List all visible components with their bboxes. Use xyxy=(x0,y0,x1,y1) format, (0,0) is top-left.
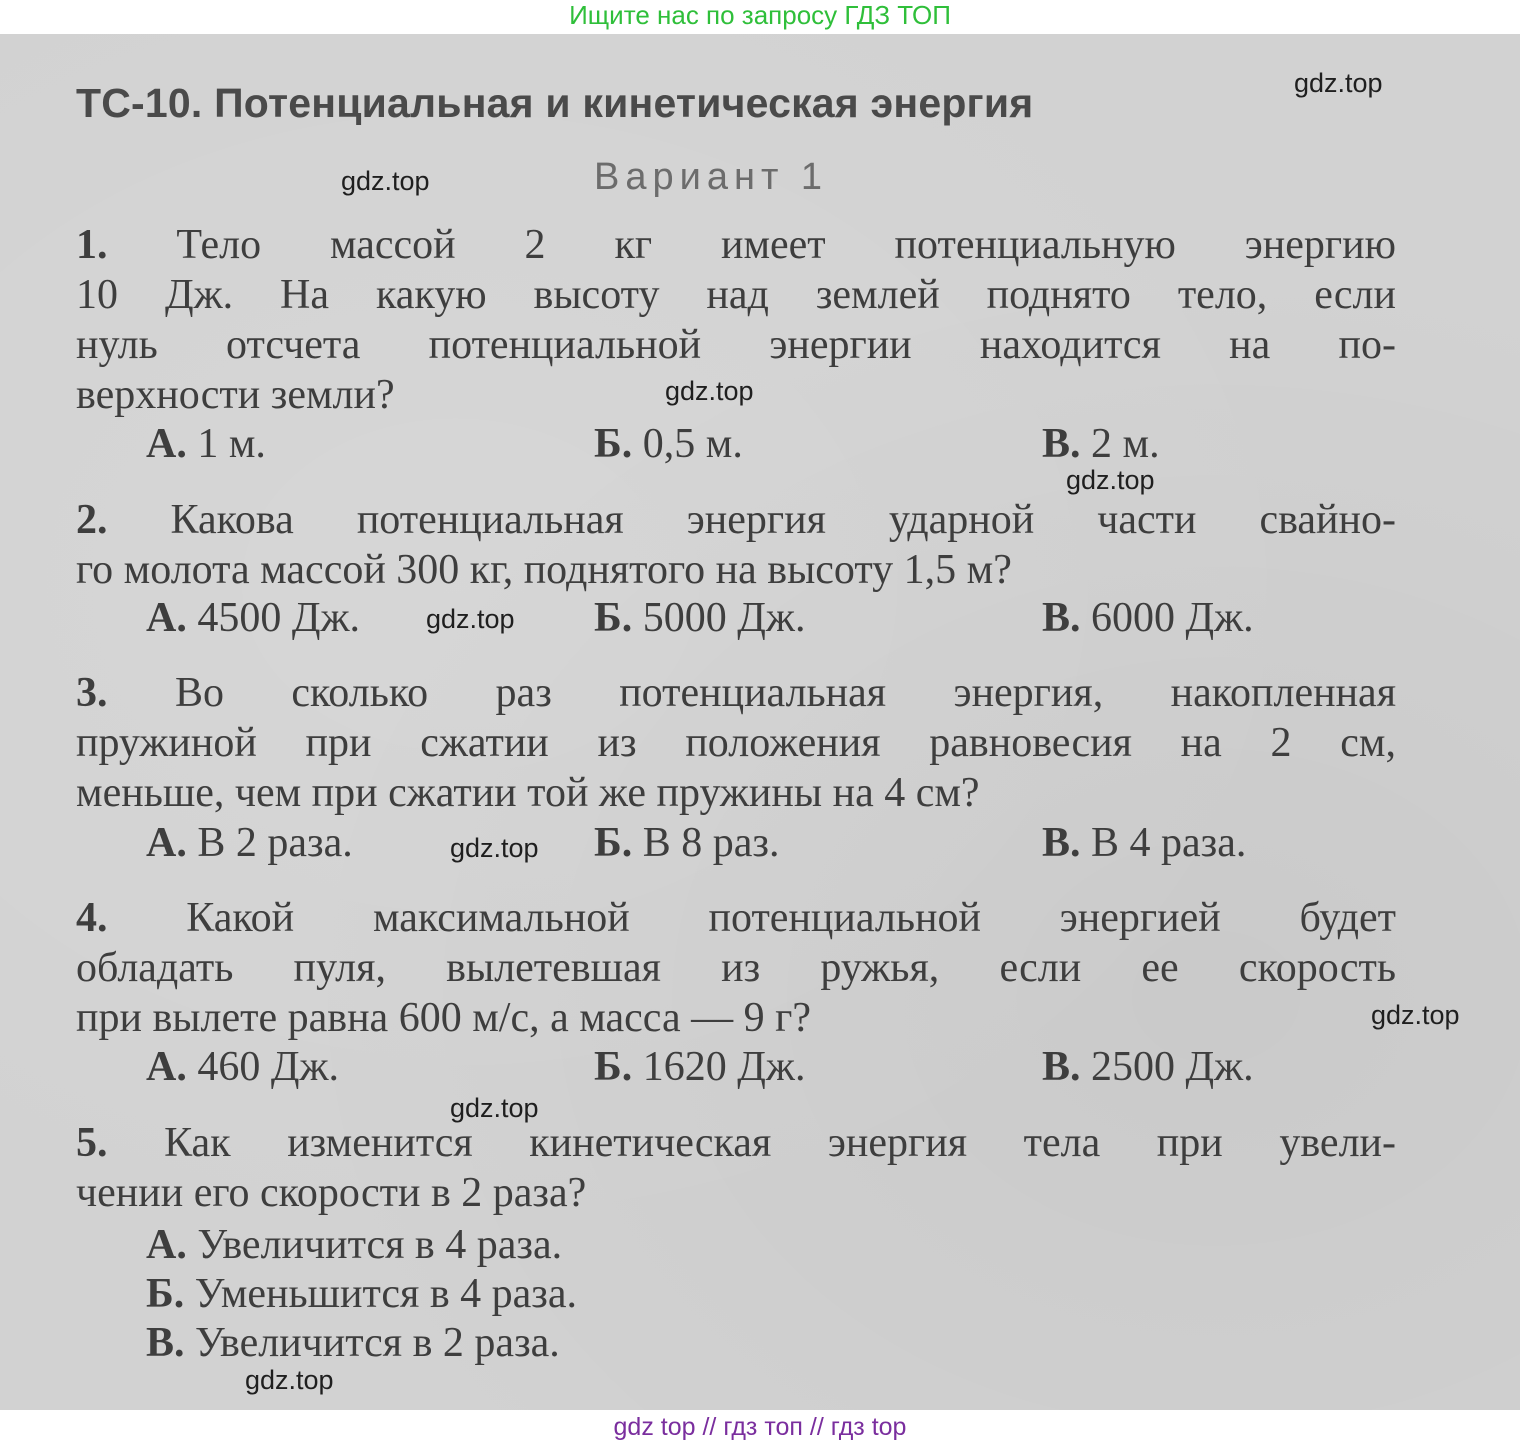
question-number: 1. xyxy=(76,222,108,268)
question-number: 3. xyxy=(76,670,108,716)
question-1-line-4: верхности земли? xyxy=(76,372,395,418)
watermark: gdz.top xyxy=(245,1365,334,1395)
question-3-line-1: 3. Во сколько раз потенциальная энергия, накопленная xyxy=(76,670,1397,716)
answer-1b[interactable]: Б. 0,5 м. xyxy=(594,421,743,467)
watermark: gdz.top xyxy=(1294,68,1383,98)
answer-2a[interactable]: А. 4500 Дж. xyxy=(146,595,361,641)
top-banner[interactable]: Ищите нас по запросу ГДЗ ТОП xyxy=(0,0,1520,34)
answer-1c[interactable]: В. 2 м. xyxy=(1042,421,1160,467)
watermark: gdz.top xyxy=(665,376,754,406)
answer-4a[interactable]: А. 460 Дж. xyxy=(146,1044,340,1090)
watermark: gdz.top xyxy=(1066,465,1155,495)
question-3-line-3: меньше, чем при сжатии той же пружины на 4 см? xyxy=(76,770,980,816)
question-4-line-2: обладать пуля, вылетевшая из ружья, если ее скорость xyxy=(76,945,1396,991)
question-5-line-1: 5. Как изменится кинетическая энергия тела при увели- xyxy=(76,1120,1396,1166)
answer-5c[interactable]: В. Увеличится в 2 раза. xyxy=(146,1320,560,1366)
watermark: gdz.top xyxy=(1371,1000,1460,1030)
answer-5a[interactable]: А. Увеличится в 4 раза. xyxy=(146,1222,563,1268)
question-4-line-1: 4. Какой максимальной потенциальной энергией будет xyxy=(76,895,1396,941)
question-5-line-2: чении его скорости в 2 раза? xyxy=(76,1170,587,1216)
watermark: gdz.top xyxy=(341,166,430,196)
question-3-line-2: пружиной при сжатии из положения равновесия на 2 см, xyxy=(76,720,1396,766)
question-number: 4. xyxy=(76,895,108,941)
bottom-banner[interactable]: gdz top // гдз топ // гдз top xyxy=(0,1410,1520,1447)
question-4-line-3: при вылете равна 600 м/с, а масса — 9 г? xyxy=(76,995,811,1041)
answer-1a[interactable]: А. 1 м. xyxy=(146,421,266,467)
question-1-line-2: 10 Дж. На какую высоту над землей поднято тело, если xyxy=(76,272,1396,318)
answer-5b[interactable]: Б. Уменьшится в 4 раза. xyxy=(146,1271,578,1317)
question-2-line-1: 2. Какова потенциальная энергия ударной части свайно- xyxy=(76,497,1396,543)
variant-heading: Вариант 1 xyxy=(594,156,829,198)
answer-3c[interactable]: В. В 4 раза. xyxy=(1042,820,1247,866)
watermark: gdz.top xyxy=(426,604,515,634)
answer-4b[interactable]: Б. 1620 Дж. xyxy=(594,1044,806,1090)
answer-2b[interactable]: Б. 5000 Дж. xyxy=(594,595,806,641)
page-title: ТС-10. Потенциальная и кинетическая энергия xyxy=(76,80,1034,126)
question-1-line-3: нуль отсчета потенциальной энергии находится на по- xyxy=(76,322,1396,368)
answer-2c[interactable]: В. 6000 Дж. xyxy=(1042,595,1254,641)
question-1-line-1: 1. Тело массой 2 кг имеет потенциальную энергию xyxy=(76,222,1397,268)
watermark: gdz.top xyxy=(450,833,539,863)
question-number: 5. xyxy=(76,1120,108,1166)
answer-3b[interactable]: Б. В 8 раз. xyxy=(594,820,780,866)
answer-3a[interactable]: А. В 2 раза. xyxy=(146,820,353,866)
watermark: gdz.top xyxy=(450,1093,539,1123)
question-2-line-2: го молота массой 300 кг, поднятого на высоту 1,5 м? xyxy=(76,547,1012,593)
answer-4c[interactable]: В. 2500 Дж. xyxy=(1042,1044,1254,1090)
question-number: 2. xyxy=(76,497,108,543)
